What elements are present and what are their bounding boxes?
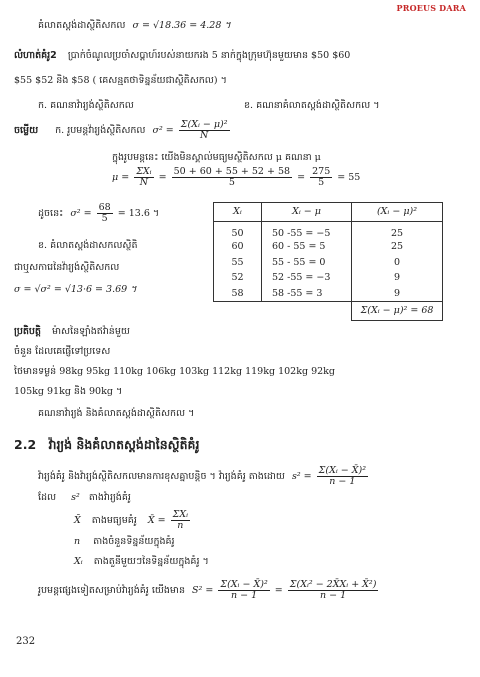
example2-text1: ប្រាក់ចំណូលប្រចាំសប្តាហ៍របស់នាយករង 5 នាក់ក្នុងក្រុមហ៊ុនមួយមាន $50 $60 (67, 50, 351, 61)
variance-symbol: σ² = (152, 124, 174, 136)
sample-variance-formula: $\frac{\text{Σ(Xᵢ − X̄)²}}{n - 1}$ (318, 465, 367, 487)
mu-frac-1: $\frac{\text{ΣXᵢ}}{N}$ (136, 166, 152, 188)
table-header: (Xᵢ − μ)² (352, 203, 443, 222)
alt-frac-2: $\frac{\text{Σ(Xᵢ² − 2X̄Xᵢ + X̄²)}}{n - 1}$ (289, 579, 377, 601)
def-1-symbol: s² (71, 492, 80, 503)
practice-text1: ម៉ាសនៃឡាំងឥវ៉ាន់មួយ (51, 326, 130, 337)
section-number: 2.2 (14, 437, 37, 452)
def-2-text: តាងមធ្យមគំរូ (91, 514, 137, 526)
practice-text3: ថៃមានទម្ងន់ 98kg 95kg 110kg 106kg 103kg 112kg 119kg 102kg 92kg (14, 366, 335, 377)
table-header-row (214, 203, 443, 222)
def-1-text: តាងវ៉ារ្យង់គំរូ (88, 492, 131, 503)
so-label: ដូចនេះ (38, 207, 64, 219)
top-line-label: គំលាតស្តង់ដាស្ថិតិសកល (38, 20, 126, 31)
solution-b-label: ខ. គំលាតស្តង់ដាសកលស្ថិតិ (38, 240, 138, 251)
table-row: 50 50 -55 = −5 25 (214, 222, 443, 240)
variance-formula: $\frac{\text{Σ(Xᵢ − μ)²}}{N}$ (180, 119, 228, 141)
example2-part-b: ខ. គណនាគំលាតស្តង់ដាស្ថិតិសកល ។ (244, 100, 380, 111)
table-header: Xᵢ (214, 203, 262, 222)
solution-a-label: ក. រូបមន្តវ៉ារ្យង់ស្ថិតិសកល (55, 124, 146, 136)
practice-text4: 105kg 91kg និង 90kg ។ (14, 386, 123, 397)
table-row: 52 52 -55 = −3 9 (214, 270, 443, 286)
example2-part-a: ក. គណនាវ៉ារ្យង់ស្ថិតិសកល (38, 100, 134, 111)
def-2-eq: X̄ = (147, 514, 166, 526)
section-title: វ៉ារ្យង់ និងគំលាតស្តង់ដានៃស្ថិតិគំរូ (48, 437, 200, 452)
alt-formula-line: រូបមន្តផ្សេងទៀតសម្រាប់វ៉ារ្យង់គំរូ យើងមាន S² = $\frac{\text{Σ(Xᵢ − X̄)²}}{n - 1}$ = $\frac{\text{Σ(Xᵢ² − 2X̄Xᵢ + X̄²)}}{n - 1}$ (38, 579, 377, 601)
def-2 (74, 510, 192, 531)
mu-result: = 55 (337, 171, 361, 183)
mean-formula: μ = $\frac{\text{ΣXᵢ}}{N}$ = $\frac{50 + 60 + 55 + 52 + 58}{5}$ = $\frac{275}{5}$ = 55 (112, 166, 361, 188)
practice-title: ប្រតិបត្តិ (14, 326, 41, 337)
example2-title: លំហាត់គំរូ2 (14, 50, 57, 61)
section-intro: វ៉ារ្យង់គំរូ និងវ៉ារ្យង់ស្ថិតិសកលមានការខុសគ្នាបន្តិច ។ វ៉ារ្យង់គំរូ តាងដោយ (38, 470, 285, 482)
alt-text: រូបមន្តផ្សេងទៀតសម្រាប់វ៉ារ្យង់គំរូ យើងមាន (38, 584, 186, 596)
solution-b-text: ជាឬសការេនៃវ៉ារ្យង់ស្ថិតិសកល (14, 262, 120, 273)
so-symbol: σ² = (70, 207, 92, 219)
def-1 (38, 492, 131, 503)
example2-text2: $55 $52 និង $58 ( គេសន្មតថាទិន្នន័យជាស្ថិតិសកល) ។ (14, 75, 227, 86)
table-total-row (214, 301, 443, 320)
solution-b-expr: σ = √σ² = √13·6 = 3.69 ។ (14, 284, 137, 295)
solution-part-a (14, 120, 232, 141)
top-line-expr: σ = √18.36 = 4.28 ។ (132, 20, 231, 31)
alt-frac-1: $\frac{\text{Σ(Xᵢ − X̄)²}}{n - 1}$ (220, 579, 268, 601)
so-frac: $\frac{68}{5}$ (98, 202, 111, 224)
mu-frac-2: $\frac{50 + 60 + 55 + 52 + 58}{5}$ (173, 166, 291, 188)
sample-mean-formula: $\frac{\text{ΣXᵢ}}{n}$ (172, 509, 189, 531)
mu-frac-3: $\frac{275}{5}$ (312, 166, 331, 188)
def-4-text: តាងតួនីមួយៗនៃទិន្នន័យក្នុងគំរូ ។ (93, 556, 209, 567)
example2-line1 (14, 50, 350, 61)
def-3 (74, 536, 175, 547)
header-brand: PROEUS DARA (396, 3, 466, 13)
table-total: Σ(Xᵢ − μ)² = 68 (352, 301, 443, 320)
table-row: 60 60 - 55 = 5 25 (214, 239, 443, 255)
practice-text2: ចំនួន ដែលគេផ្ញើទៅប្រទេស (14, 346, 111, 357)
where-label: ដែល (38, 492, 57, 503)
def-2-symbol: X̄ (74, 514, 81, 526)
page-number: 232 (16, 636, 36, 647)
table-row: 58 58 -55 = 3 9 (214, 286, 443, 302)
s2-symbol: s² = (291, 470, 312, 482)
def-4 (74, 556, 209, 567)
table-header: Xᵢ − μ (262, 203, 352, 222)
practice-text5: គណនាវ៉ារ្យង់ និងគំលាតស្តង់ដាស្ថិតិសកល ។ (38, 408, 195, 419)
practice-line1 (14, 326, 130, 337)
solution-title: ចម្លើយ (14, 124, 39, 136)
def-3-symbol: n (74, 536, 81, 547)
section-heading (14, 437, 199, 452)
def-4-symbol: Xᵢ (74, 556, 83, 567)
section-intro-line (38, 466, 370, 487)
mu-symbol: μ = (112, 171, 130, 183)
solution-mean-text: ក្នុងរូបមន្តនេះ យើងមិនស្គាល់មធ្យមស្ថិតិសកល μ គណនា μ (112, 152, 321, 163)
so-result: = 13.6 ។ (117, 207, 160, 219)
table-row: 55 55 - 55 = 0 0 (214, 255, 443, 271)
def-3-text: តាងចំនួនទិន្នន័យក្នុងគំរូ (93, 536, 175, 547)
alt-symbol: S² = (192, 584, 214, 596)
deviation-table (213, 202, 443, 321)
variance-result (38, 203, 159, 224)
top-line (38, 20, 231, 31)
